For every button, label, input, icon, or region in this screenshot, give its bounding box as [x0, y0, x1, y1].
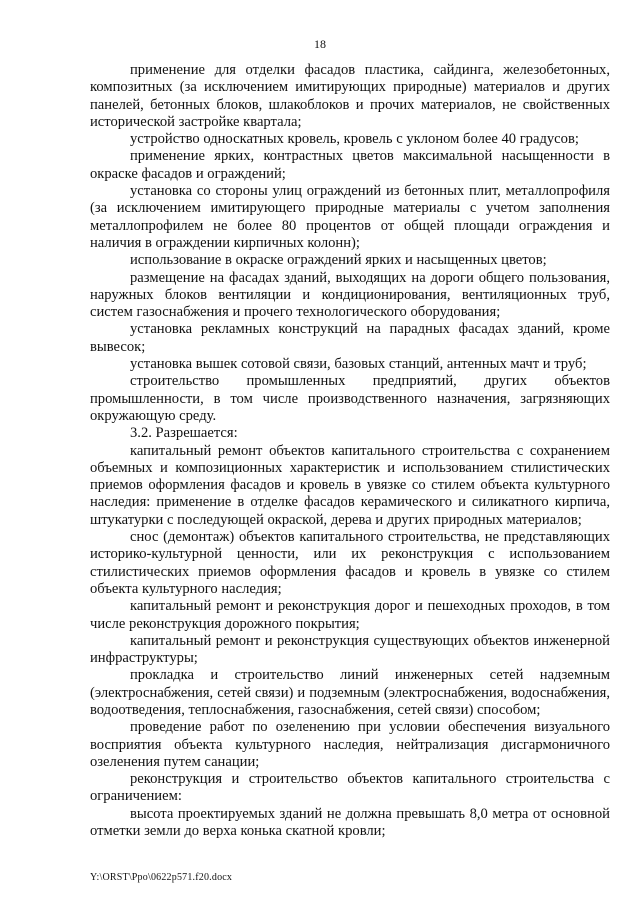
paragraph: реконструкция и строительство объектов капитального строительства с ограничением:: [90, 771, 610, 805]
paragraph: устройство односкатных кровель, кровель с уклоном более 40 градусов;: [130, 131, 579, 148]
paragraph: применение ярких, контрастных цветов максимальной насыщенности в окраске фасадов и ограждений;: [90, 148, 610, 182]
paragraph: капитальный ремонт и реконструкция существующих объектов инженерной инфраструктуры;: [90, 632, 610, 667]
paragraph: размещение на фасадах зданий, выходящих на дороги общего пользования, наружных блоков вентиляции и кондиционирования, вентиляционных труб, систем газоснабжения и прочего технологического оборудования;: [90, 269, 610, 321]
paragraph: снос (демонтаж) объектов капитального строительства, не представляющих историко-культурной ценности, или их реконструкция с использованием стилистических приемов оформления фасадов и кровель в увязке со стилем объекта культурного наследия;: [90, 529, 610, 597]
paragraph: высота проектируемых зданий не должна превышать 8,0 метра от основной отметки земли до верха конька скатной кровли;: [90, 805, 610, 840]
paragraph: установка рекламных конструкций на парадных фасадах зданий, кроме вывесок;: [90, 321, 610, 355]
paragraph: капитальный ремонт и реконструкция дорог и пешеходных проходов, в том числе реконструкция дорожного покрытия;: [90, 598, 610, 632]
paragraph: капитальный ремонт объектов капитального строительства с сохранением объемных и композиционных характеристик и использованием стилистических приемов оформления фасадов и кровель в увязке со стилем объекта культурного наследия: применение в отделке фасадов керамического и силикатного кирпича, штукатурки с последующей окраской, дерева и других природных материалов;: [90, 442, 610, 528]
paragraph: применение для отделки фасадов пластика, сайдинга, железобетонных, композитных (за исключением имитирующих природные) материалов и других панелей, бетонных блоков, шлакоблоков и прочих материалов, не свойственных исторической застройке квартала;: [90, 62, 610, 130]
page-number: 18: [314, 37, 326, 51]
section-heading: 3.2. Разрешается:: [130, 425, 238, 442]
document-body: [90, 62, 610, 840]
paragraph: установка вышек сотовой связи, базовых станций, антенных мачт и труб;: [130, 356, 587, 373]
paragraph: прокладка и строительство линий инженерных сетей надземным (электроснабжения, сетей связи) и подземным (электроснабжения, водоснабжения, водоотведения, теплоснабжения, газоснабжения, сетей связи) способом;: [90, 667, 610, 718]
paragraph: строительство промышленных предприятий, других объектов промышленности, в том числе производственного назначения, загрязняющих окружающую среду.: [90, 373, 610, 424]
paragraph: проведение работ по озеленению при условии обеспечения визуального восприятия объекта культурного наследия, нейтрализация дисгармоничного озеленения путем санации;: [90, 719, 610, 770]
paragraph: использование в окраске ограждений ярких и насыщенных цветов;: [130, 252, 547, 269]
footer-file-path: Y:\ORST\Ppo\0622p571.f20.docx: [90, 872, 233, 883]
paragraph: установка со стороны улиц ограждений из бетонных плит, металлопрофиля (за исключением имитирующего природные материалы с учетом заполнения металлопрофилем не более 80 процентов от общей площади ограждения и наличия в ограждении кирпичных колонн);: [90, 183, 610, 251]
